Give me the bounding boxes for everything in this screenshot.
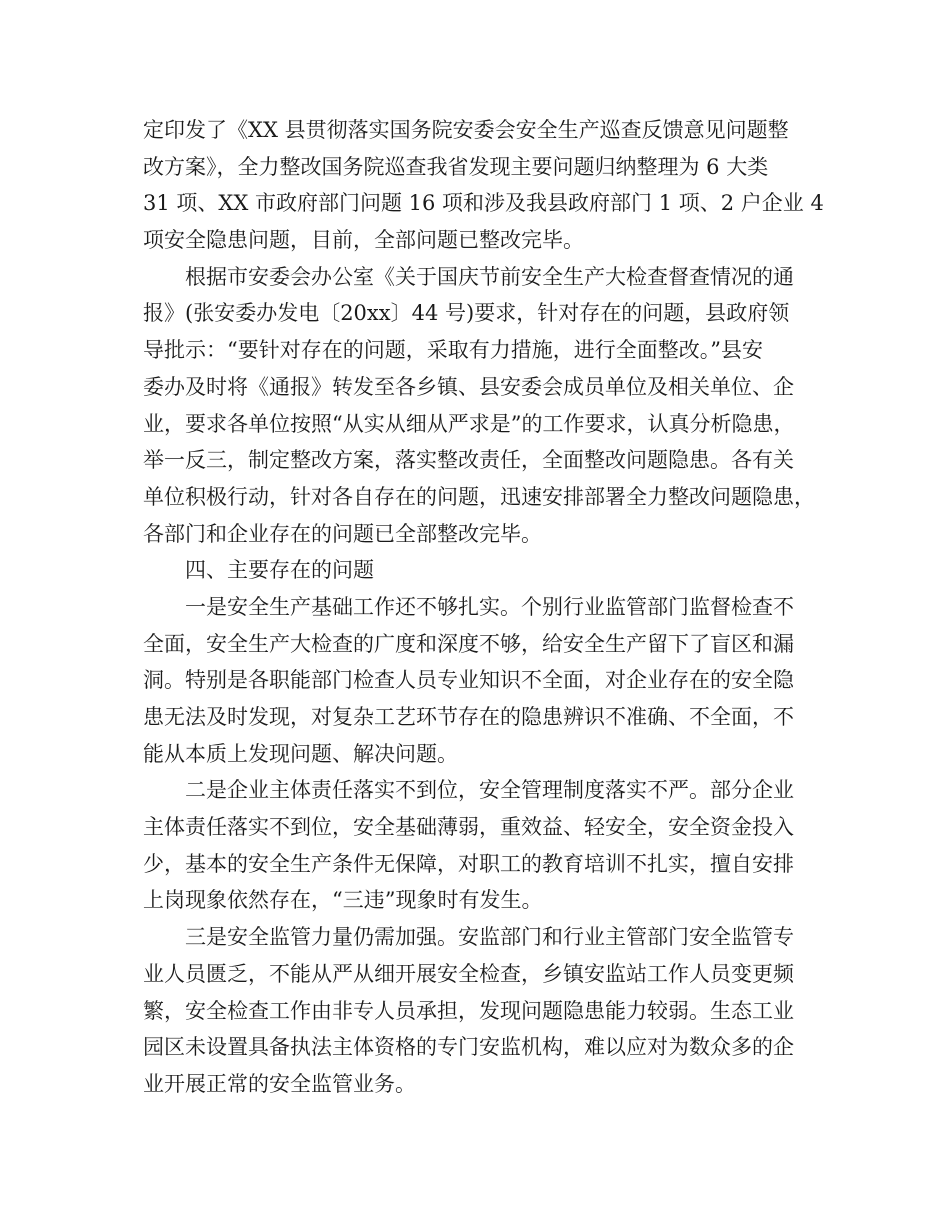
paragraph-rectification-plan	[143, 112, 824, 259]
paragraph-problem-two	[143, 772, 813, 919]
text-line: 三是安全监管力量仍需加强。安监部门和行业主管部门安全监管专	[185, 925, 794, 950]
text-line: 业人员匮乏，不能从严从细开展安全检查，乡镇安监站工作人员变更频	[143, 961, 794, 986]
text-line: 园区未设置具备执法主体资格的专门安监机构，难以应对为数众多的企	[143, 1035, 794, 1060]
text-line: 业开展正常的安全监管业务。	[143, 1071, 416, 1096]
section-heading: 四、主要存在的问题	[185, 558, 374, 583]
text-line: 业，要求各单位按照“从实从细从严求是”的工作要求，认真分析隐患，	[143, 411, 795, 436]
document-body	[143, 112, 824, 1103]
text-line: 项安全隐患问题，目前，全部问题已整改完毕。	[143, 228, 584, 253]
paragraph-problem-three	[143, 919, 813, 1102]
text-line: 洞。特别是各职能部门检查人员专业知识不全面，对企业存在的安全隐	[143, 668, 794, 693]
text-line: 一是安全生产基础工作还不够扎实。个别行业监管部门监督检查不	[185, 594, 794, 619]
section-heading-main-problems	[143, 552, 813, 589]
text-line: 报》(张安委办发电〔20xx〕44 号)要求，针对存在的问题，县政府领	[143, 301, 790, 326]
text-line: 上岗现象依然存在，“三违”现象时有发生。	[143, 888, 543, 913]
text-line: 根据市安委会办公室《关于国庆节前安全生产大检查督查情况的通	[185, 264, 794, 289]
text-line: 举一反三，制定整改方案，落实整改责任，全面整改问题隐患。各有关	[143, 448, 794, 473]
text-line: 定印发了《XX 县贯彻落实国务院安委会安全生产巡查反馈意见问题整	[143, 118, 789, 142]
paragraph-national-day-inspection	[143, 259, 813, 553]
text-line: 少，基本的安全生产条件无保障，对职工的教育培训不扎实，擅自安排	[143, 851, 794, 876]
text-line: 主体责任落实不到位，安全基础薄弱，重效益、轻安全，安全资金投入	[143, 815, 794, 840]
text-line: 能从本质上发现问题、解决问题。	[143, 741, 458, 766]
text-line: 全面，安全生产大检查的广度和深度不够，给安全生产留下了盲区和漏	[143, 631, 794, 656]
text-line: 患无法及时发现，对复杂工艺环节存在的隐患辨识不准确、不全面，不	[143, 705, 794, 729]
text-line: 改方案》，全力整改国务院巡查我省发现主要问题归纳整理为 6 大类	[143, 154, 769, 179]
text-line: 繁，安全检查工作由非专人员承担，发现问题隐患能力较弱。生态工业	[143, 998, 794, 1023]
text-line: 委办及时将《通报》转发至各乡镇、县安委会成员单位及相关单位、企	[143, 374, 794, 399]
text-line: 单位积极行动，针对各自存在的问题，迅速安排部署全力整改问题隐患，	[143, 484, 815, 509]
text-line: 二是企业主体责任落实不到位，安全管理制度落实不严。部分企业	[185, 778, 794, 803]
text-line: 各部门和企业存在的问题已全部整改完毕。	[143, 521, 542, 546]
text-line: 导批示：“要针对存在的问题，采取有力措施，进行全面整改。”县安	[143, 338, 763, 363]
text-line: 31 项、XX 市政府部门问题 16 项和涉及我县政府部门 1 项、2 户企业 4	[143, 191, 824, 216]
paragraph-problem-one	[143, 589, 813, 772]
